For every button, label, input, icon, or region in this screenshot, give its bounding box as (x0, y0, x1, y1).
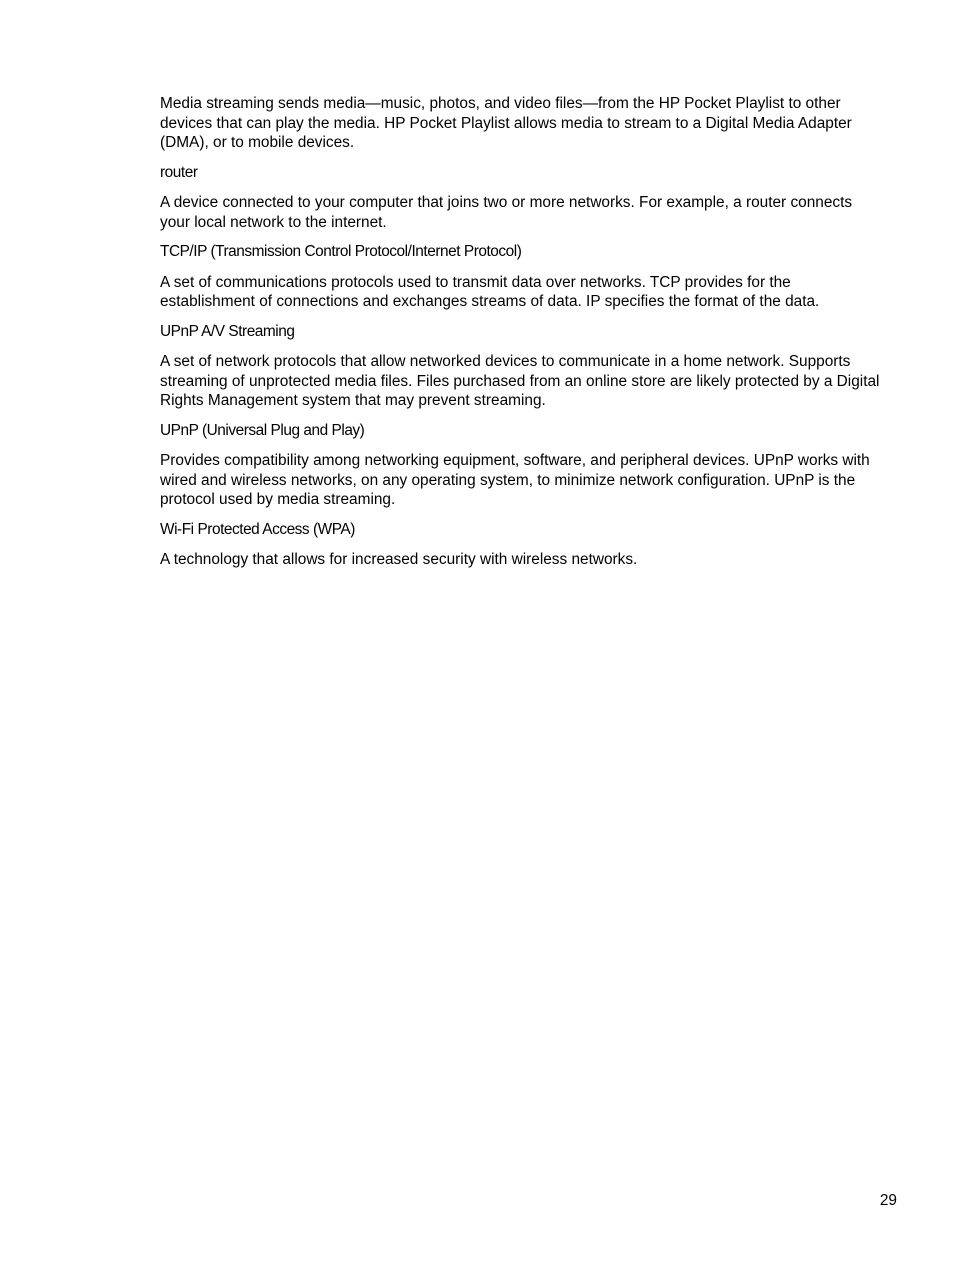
page-number: 29 (879, 1192, 897, 1209)
term-heading: TCP/IP (Transmission Control Protocol/Internet Protocol) (160, 243, 522, 260)
term-heading: UPnP A/V Streaming (160, 322, 295, 340)
glossary-content (160, 94, 886, 570)
glossary-entry-router (160, 163, 886, 233)
term-heading: UPnP (Universal Plug and Play) (160, 421, 365, 439)
term-heading: router (160, 163, 198, 181)
term-definition: A technology that allows for increased security with wireless networks. (160, 551, 638, 568)
term-heading: Wi-Fi Protected Access (WPA) (160, 520, 355, 538)
term-definition: A set of communications protocols used to transmit data over networks. TCP provides for the establishment of connections and exchanges streams of data. IP specifies the format of the data. (160, 273, 820, 310)
term-definition: Provides compatibility among networking equipment, software, and peripheral devices. UPnP works with wired and wireless networks, on any operating system, to minimize network configuration. UPnP is the protocol used by media streaming. (160, 452, 870, 508)
glossary-entry-wpa (160, 520, 886, 570)
glossary-entry-upnp-av-streaming (160, 322, 886, 411)
intro-paragraph: Media streaming sends media—music, photos, and video files—from the HP Pocket Playlist to other devices that can play the media. HP Pocket Playlist allows media to stream to a Digital Media Adapter (DMA), or to mobile devices. (160, 95, 852, 151)
glossary-entry-tcp-ip (160, 242, 886, 312)
glossary-entry-upnp (160, 421, 886, 510)
term-definition: A device connected to your computer that joins two or more networks. For example, a router connects your local network to the internet. (160, 194, 853, 231)
term-definition: A set of network protocols that allow networked devices to communicate in a home network. Supports streaming of unprotected media files. Files purchased from an online store are likely protected by a Digital Rights Management system that may prevent streaming. (160, 353, 880, 409)
